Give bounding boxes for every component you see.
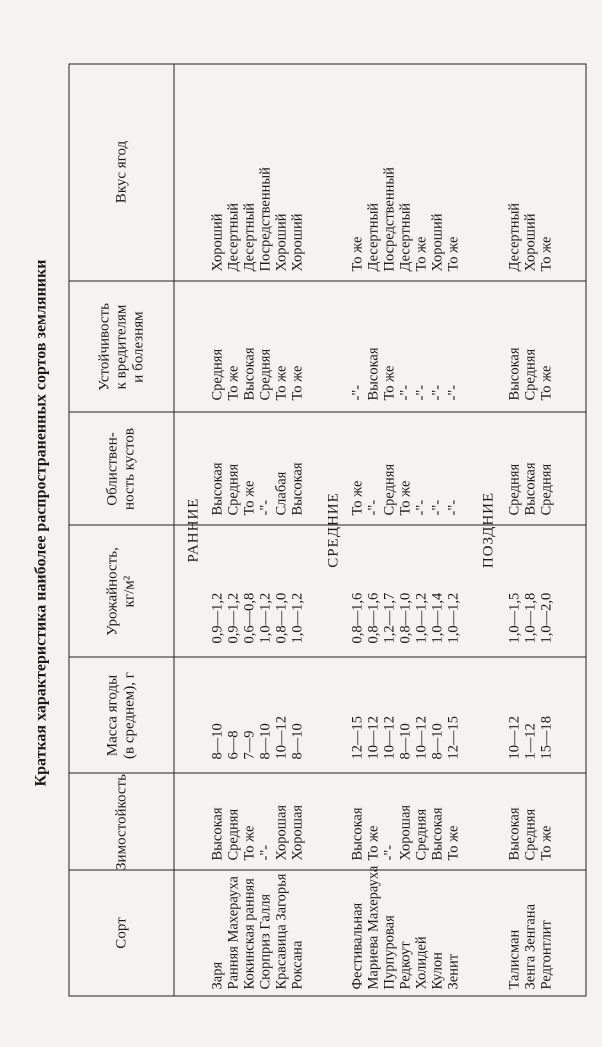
table-cell: Посредственный: [381, 167, 398, 272]
column-header-line: Вкус ягод: [113, 140, 129, 204]
variety-name: Роксана: [289, 940, 306, 990]
table-cell: Средняя: [257, 348, 274, 401]
table-cell: 1,2—1,7: [381, 592, 398, 644]
table-cell: 0,6—0,8: [241, 592, 258, 644]
table-cell: То же: [241, 825, 258, 861]
table-cell: -"-: [445, 499, 462, 516]
variety-name: Редгонтлит: [538, 920, 555, 990]
document-page: [1, 0, 602, 1047]
table-cell: То же: [289, 365, 306, 401]
table-cell: То же: [365, 825, 382, 861]
table-cell: 15—18: [538, 716, 555, 760]
table-cell: 8—10: [397, 723, 414, 760]
table-cell: -"-: [365, 499, 382, 516]
table-cell: Хороший: [289, 213, 306, 272]
table-column-cells: [350, 805, 462, 861]
table-cell: Высокая: [506, 347, 523, 401]
table-cell: Средняя: [209, 348, 226, 401]
column-header-line: Сорт: [113, 917, 129, 949]
table-cell: 8—10: [209, 723, 226, 760]
table-cell: То же: [413, 236, 430, 272]
variety-name: Зенга Зенгана: [522, 903, 539, 990]
table-cell: Хорошая: [397, 804, 414, 861]
table-column-cells: [507, 347, 555, 400]
table-column-cells: [210, 805, 306, 861]
table-cell: Высокая: [241, 347, 258, 401]
table-column-cells: [350, 167, 462, 271]
table-cell: Десертный: [397, 202, 414, 272]
table-cell: Высокая: [365, 347, 382, 401]
table-cell: То же: [381, 365, 398, 401]
table-cell: Высокая: [209, 462, 226, 516]
column-header: [70, 282, 174, 413]
table-cell: Посредственный: [257, 167, 274, 272]
variety-name: Заря: [209, 961, 226, 990]
table-cell: То же: [445, 825, 462, 861]
table-cell: Средняя: [225, 808, 242, 861]
table-cell: Средняя: [413, 808, 430, 861]
table-cell: Десертный: [241, 202, 258, 272]
table-cell: 1,0—1,2: [289, 592, 306, 644]
table-cell: То же: [273, 365, 290, 401]
table-cell: 6—8: [225, 730, 242, 760]
table-cell: Высокая: [289, 462, 306, 516]
table-cell: Средняя: [506, 463, 523, 516]
table-cell: 0,9—1,2: [225, 592, 242, 644]
table-cell: -"-: [429, 499, 446, 516]
table-cell: -"-: [413, 499, 430, 516]
table-column-cells: [350, 866, 462, 990]
table-cell: Высокая: [506, 807, 523, 861]
table-cell: Хороший: [522, 213, 539, 272]
column-header-line: кг/м²: [121, 575, 138, 608]
table-cell: -"-: [257, 499, 274, 516]
table-column-cells: [507, 593, 555, 644]
table-cell: То же: [538, 365, 555, 401]
variety-name: Пурпуровая: [381, 915, 398, 990]
table-cell: 1,0—2,0: [538, 592, 555, 644]
table-cell: 0,8—1,0: [273, 592, 290, 644]
table-cell: Средняя: [522, 808, 539, 861]
variety-name: Кулон: [429, 952, 446, 990]
table-cell: То же: [349, 480, 366, 516]
strawberry-varieties-table: [69, 64, 587, 997]
variety-name: Красавица Загорья: [273, 873, 290, 990]
column-header-line: к вредителям: [113, 304, 129, 390]
table-column-cells: [210, 593, 306, 644]
table-cell: Хороший: [429, 213, 446, 272]
table-title: Краткая характеристика наиболее распространенных сортов земляники: [32, 259, 50, 787]
table-cell: 1,0—1,2: [257, 592, 274, 644]
table-cell: 0,8—1,6: [349, 592, 366, 644]
table-cell: -"-: [413, 384, 430, 401]
table-cell: 7—9: [241, 730, 258, 760]
table-cell: Слабая: [273, 471, 290, 516]
column-header: [70, 526, 174, 658]
column-header: [70, 63, 174, 282]
table-cell: 1,0—1,5: [506, 592, 523, 644]
table-cell: 8—10: [289, 723, 306, 760]
table-cell: -"-: [349, 384, 366, 401]
column-header-line: ность кустов: [121, 428, 138, 510]
column-header-line: Урожайность,: [104, 547, 121, 636]
table-cell: 1,0—1,2: [413, 592, 430, 644]
table-column-cells: [507, 203, 555, 272]
table-cell: То же: [538, 236, 555, 272]
table-cell: Десертный: [365, 202, 382, 272]
table-cell: Средняя: [538, 463, 555, 516]
column-header: [70, 871, 174, 996]
column-header-line: Облиствен-: [104, 432, 121, 506]
table-cell: Хороший: [209, 213, 226, 272]
table-column-cells: [350, 347, 462, 400]
section-label: СРЕДНИЕ: [325, 492, 342, 568]
table-cell: Высокая: [429, 807, 446, 861]
column-header-line: (в среднем), г: [121, 672, 138, 759]
table-column-cells: [210, 462, 306, 515]
table-column-cells: [210, 716, 306, 760]
table-cell: -"-: [397, 384, 414, 401]
table-cell: 10—12: [381, 716, 398, 760]
table-cell: 8—10: [257, 723, 274, 760]
variety-name: Талисман: [506, 929, 523, 990]
table-cell: Средняя: [225, 463, 242, 516]
table-cell: -"-: [445, 384, 462, 401]
column-header: [70, 774, 174, 871]
variety-name: Фестивальная: [349, 902, 366, 990]
table-column-cells: [210, 347, 306, 400]
table-cell: -"-: [381, 844, 398, 861]
table-cell: -"-: [429, 384, 446, 401]
table-cell: Высокая: [522, 462, 539, 516]
variety-name: Сюрприз Галля: [257, 893, 274, 990]
table-cell: -"-: [257, 844, 274, 861]
table-cell: 10—12: [365, 716, 382, 760]
table-cell: Десертный: [506, 202, 523, 272]
column-header-line: и болезням: [130, 311, 146, 383]
table-cell: Средняя: [381, 463, 398, 516]
table-column-cells: [210, 167, 306, 271]
table-column-cells: [350, 716, 462, 760]
column-header: [70, 413, 174, 526]
column-header-line: Зимостойкость: [113, 774, 129, 870]
table-column-cells: [507, 904, 555, 990]
column-header: [70, 658, 174, 774]
variety-name: Холидей: [413, 936, 430, 990]
table-cell: То же: [225, 365, 242, 401]
table-column-cells: [350, 464, 462, 516]
section-label: РАННИЕ: [185, 497, 202, 563]
table-column-cells: [507, 716, 555, 760]
variety-name: Зенит: [445, 953, 462, 990]
table-column-cells: [210, 874, 306, 990]
table-cell: 12—15: [445, 716, 462, 760]
table-cell: 12—15: [349, 716, 366, 760]
table-cell: 0,9—1,2: [209, 592, 226, 644]
table-cell: 1—12: [522, 723, 539, 760]
table-cell: 10—12: [273, 716, 290, 760]
table-cell: 1,0—1,4: [429, 592, 446, 644]
table-column-cells: [507, 462, 555, 515]
table-column-cells: [350, 593, 462, 644]
table-cell: То же: [241, 480, 258, 516]
table-cell: 1,0—1,2: [445, 592, 462, 644]
table-cell: То же: [349, 236, 366, 272]
column-header-line: Устойчивость: [96, 303, 112, 391]
table-cell: Хороший: [273, 213, 290, 272]
table-cell: Средняя: [522, 348, 539, 401]
table-cell: 8—10: [429, 723, 446, 760]
variety-name: Ранняя Махерауха: [225, 876, 242, 990]
table-cell: 0,8—1,6: [365, 592, 382, 644]
column-header-line: Масса ягоды: [104, 674, 121, 757]
table-cell: То же: [538, 825, 555, 861]
variety-name: Редкоут: [397, 941, 414, 990]
table-cell: То же: [397, 480, 414, 516]
table-cell: 10—12: [413, 716, 430, 760]
table-cell: Высокая: [209, 807, 226, 861]
section-label: ПОЗДНИЕ: [480, 491, 497, 569]
variety-name: Мариева Махерауха: [365, 865, 382, 990]
table-cell: 1,0—1,8: [522, 592, 539, 644]
table-cell: Высокая: [349, 807, 366, 861]
table-cell: Хорошая: [273, 804, 290, 861]
table-cell: Десертный: [225, 202, 242, 272]
table-cell: 0,8—1,0: [397, 592, 414, 644]
table-cell: 10—12: [506, 716, 523, 760]
table-cell: Хорошая: [289, 804, 306, 861]
variety-name: Кокинская ранняя: [241, 878, 258, 990]
table-column-cells: [507, 807, 555, 860]
header-divider: [174, 65, 175, 996]
table-cell: То же: [445, 236, 462, 272]
